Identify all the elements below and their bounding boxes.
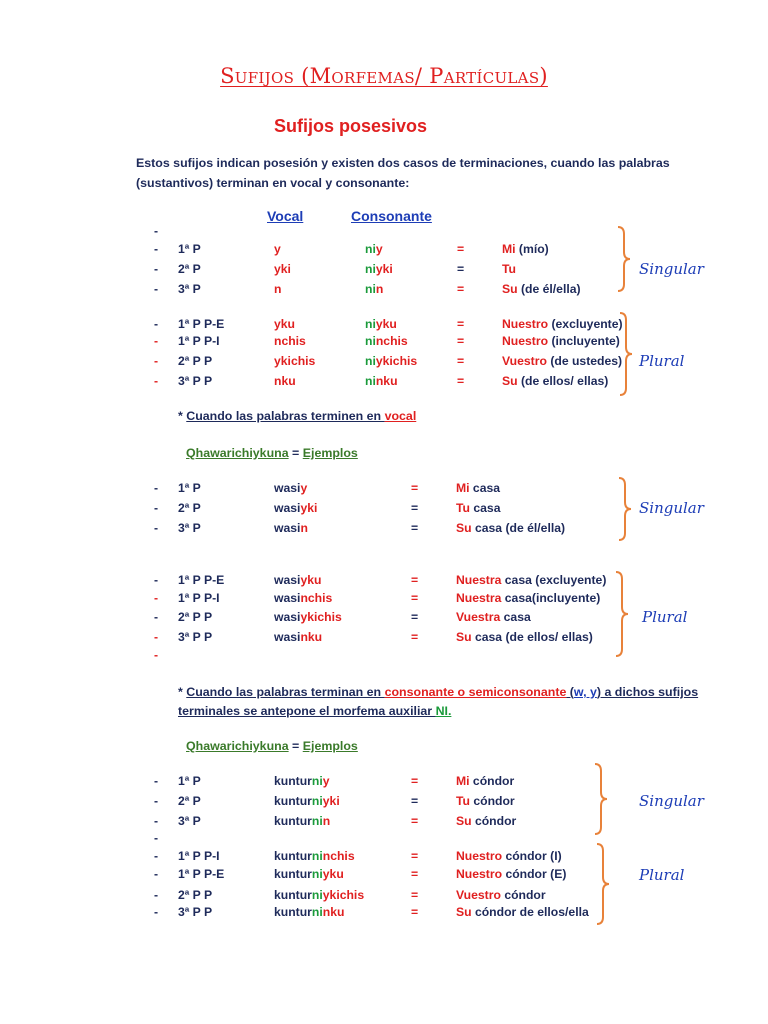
example-word: [274, 591, 332, 605]
ni-prefix: ni: [365, 282, 376, 296]
list-dash: -: [154, 354, 159, 368]
person-label: 2ª P: [178, 501, 201, 515]
note-highlight: consonante o semiconsonante: [384, 685, 567, 699]
ni-prefix: ni: [311, 794, 323, 808]
list-dash: -: [154, 521, 159, 535]
meaning: [456, 814, 516, 828]
empty-list-item: [0, 224, 768, 242]
example-word: [274, 774, 330, 788]
list-dash: -: [154, 317, 159, 331]
note-vocal: [178, 409, 416, 423]
equals-sign: =: [411, 591, 419, 605]
consonant-suffix: [365, 262, 393, 276]
page-title: Sufijos (Morfemas/ Partículas): [220, 64, 548, 88]
note-star: *: [178, 685, 187, 699]
examples-word: Qhawarichiykuna: [186, 446, 289, 460]
consonant-suffix: [365, 334, 408, 348]
suffix-ending: yki: [375, 262, 393, 276]
column-header-consonante: Consonante: [351, 208, 432, 224]
meaning-detail: cóndor: [500, 888, 546, 902]
meaning-detail: casa (de ellos/ ellas): [471, 630, 593, 644]
meaning-pronoun: Su: [502, 282, 518, 296]
equals-sign: =: [457, 282, 465, 296]
meaning: [456, 905, 589, 919]
list-dash: -: [154, 591, 159, 605]
list-dash: -: [154, 867, 159, 881]
word-suffix: n: [322, 814, 331, 828]
consonant-suffix: [365, 317, 397, 331]
meaning-pronoun: Su: [456, 905, 472, 919]
suffix-ending: y: [375, 242, 383, 256]
empty-list-item: [0, 831, 768, 849]
meaning-detail: (excluyente): [548, 317, 623, 331]
list-dash: -: [154, 501, 159, 515]
examples-eq: =: [288, 739, 303, 753]
meaning-detail: cóndor de ellos/ella: [471, 905, 589, 919]
example-word: [274, 573, 321, 587]
meaning-detail: cóndor (I): [502, 849, 562, 863]
ni-prefix: ni: [311, 814, 323, 828]
word-suffix: yki: [322, 794, 340, 808]
list-dash: -: [154, 334, 159, 348]
equals-sign: =: [411, 888, 419, 902]
meaning-pronoun: Vuestro: [502, 354, 547, 368]
meaning-detail: cóndor: [469, 774, 515, 788]
table-row: [0, 591, 768, 609]
person-label: 3ª P P: [178, 905, 213, 919]
meaning-pronoun: Mi: [502, 242, 516, 256]
meaning-detail: (de ustedes): [546, 354, 623, 368]
ni-prefix: ni: [365, 262, 376, 276]
word-suffix: nchis: [300, 591, 333, 605]
suffix-ending: nchis: [375, 334, 408, 348]
table-row: [0, 849, 768, 867]
word-suffix: nku: [322, 905, 345, 919]
empty-list-item: [0, 648, 768, 666]
meaning: [456, 481, 500, 495]
ni-prefix: ni: [311, 774, 323, 788]
meaning: [502, 262, 516, 276]
person-label: 1ª P: [178, 481, 201, 495]
plural-label: Plural: [642, 608, 688, 626]
word-stem: kuntur: [274, 905, 312, 919]
person-label: 1ª P: [178, 774, 201, 788]
word-stem: wasi: [274, 610, 301, 624]
examples-eq: =: [288, 446, 303, 460]
vocal-suffix: yki: [274, 262, 291, 276]
bracket-singular-2: [617, 477, 637, 541]
meaning: [456, 591, 600, 605]
vocal-suffix: y: [274, 242, 281, 256]
equals-sign: =: [411, 814, 419, 828]
meaning-pronoun: Su: [456, 630, 472, 644]
list-dash: -: [154, 481, 159, 495]
meaning: [502, 354, 622, 368]
meaning-pronoun: Nuestro: [456, 867, 503, 881]
equals-sign: =: [411, 501, 419, 515]
list-dash: -: [154, 794, 159, 808]
word-suffix: nku: [300, 630, 323, 644]
vocal-suffix: nchis: [274, 334, 306, 348]
person-label: 2ª P: [178, 262, 201, 276]
word-stem: wasi: [274, 501, 301, 515]
equals-sign: =: [457, 334, 465, 348]
consonant-suffix: [365, 354, 417, 368]
table-row: [0, 905, 768, 923]
meaning: [456, 867, 566, 881]
equals-sign: =: [457, 354, 465, 368]
meaning-pronoun: Tu: [456, 794, 470, 808]
equals-sign: =: [411, 521, 419, 535]
meaning-detail: cóndor (E): [502, 867, 567, 881]
word-suffix: ykichis: [322, 888, 365, 902]
person-label: 1ª P: [178, 242, 201, 256]
meaning: [456, 521, 565, 535]
list-dash: -: [154, 262, 159, 276]
meaning-detail: (de él/ella): [517, 282, 581, 296]
list-dash: -: [154, 610, 159, 624]
example-word: [274, 849, 355, 863]
bracket-plural-1: [618, 312, 638, 396]
word-stem: kuntur: [274, 774, 312, 788]
meaning-pronoun: Mi: [456, 481, 470, 495]
equals-sign: =: [411, 610, 419, 624]
meaning-detail: casa (excluyente): [501, 573, 607, 587]
list-dash: -: [154, 814, 159, 828]
meaning-detail: cóndor: [469, 794, 515, 808]
vocal-suffix: yku: [274, 317, 296, 331]
equals-sign: =: [411, 573, 419, 587]
note-highlight: w, y: [573, 685, 597, 699]
examples-heading-vocal: [186, 446, 358, 460]
table-row: [0, 814, 768, 832]
table-row: [0, 521, 768, 539]
meaning-pronoun: Vuestra: [456, 610, 501, 624]
singular-label: Singular: [639, 499, 704, 517]
meaning-pronoun: Nuestro: [502, 334, 549, 348]
word-suffix: nchis: [322, 849, 355, 863]
example-word: [274, 867, 344, 881]
examples-translation: Ejemplos: [302, 446, 358, 460]
word-suffix: n: [300, 521, 308, 535]
examples-translation: Ejemplos: [302, 739, 358, 753]
ni-prefix: ni: [311, 905, 323, 919]
list-dash: -: [154, 849, 159, 863]
plural-label: Plural: [639, 352, 685, 370]
ni-prefix: ni: [365, 317, 376, 331]
example-word: [274, 888, 364, 902]
meaning: [502, 334, 620, 348]
bracket-singular-3: [593, 763, 613, 835]
meaning-pronoun: Nuestra: [456, 573, 502, 587]
person-label: 3ª P: [178, 521, 201, 535]
list-dash: -: [154, 905, 159, 919]
plural-label: Plural: [639, 866, 685, 884]
section-subtitle: Sufijos posesivos: [274, 116, 428, 136]
vocal-suffix: nku: [274, 374, 296, 388]
equals-sign: =: [411, 905, 419, 919]
bracket-singular-1: [616, 226, 636, 292]
suffix-ending: ykichis: [375, 354, 418, 368]
note-highlight: NI.: [435, 704, 452, 718]
note-text: Cuando las palabras terminan en: [186, 685, 385, 699]
word-suffix: y: [322, 774, 330, 788]
ni-prefix: ni: [311, 849, 323, 863]
meaning-pronoun: Su: [456, 814, 472, 828]
ni-prefix: ni: [365, 242, 376, 256]
ni-prefix: ni: [311, 867, 323, 881]
word-stem: wasi: [274, 481, 301, 495]
meaning: [502, 282, 581, 296]
word-stem: wasi: [274, 573, 301, 587]
word-stem: wasi: [274, 630, 301, 644]
example-word: [274, 521, 308, 535]
meaning-pronoun: Tu: [502, 262, 516, 276]
note-text: Cuando las palabras terminen en: [186, 409, 385, 423]
examples-heading-consonante: [186, 739, 358, 753]
list-dash: -: [154, 282, 159, 296]
table-row: [0, 888, 768, 906]
person-label: 2ª P P: [178, 610, 213, 624]
word-stem: kuntur: [274, 794, 312, 808]
list-dash: -: [154, 831, 159, 845]
meaning: [456, 774, 514, 788]
singular-label: Singular: [639, 260, 704, 278]
word-suffix: ykichis: [300, 610, 342, 624]
meaning: [456, 573, 606, 587]
equals-sign: =: [411, 849, 419, 863]
equals-sign: =: [411, 867, 419, 881]
meaning: [502, 374, 608, 388]
consonant-suffix: [365, 282, 383, 296]
examples-word: Qhawarichiykuna: [186, 739, 289, 753]
table-row: [0, 317, 768, 335]
list-dash: -: [154, 224, 159, 238]
meaning-detail: casa: [469, 501, 501, 515]
table-row: [0, 630, 768, 648]
word-suffix: yki: [300, 501, 318, 515]
note-consonante: * Cuando las palabras terminan en consonante o semiconsonante (w, y) a dichos sufijos terminales se antepone el morfema auxiliar NI.: [178, 685, 699, 718]
meaning-detail: casa (de él/ella): [471, 521, 566, 535]
list-dash: -: [154, 774, 159, 788]
person-label: 3ª P: [178, 814, 201, 828]
list-dash: -: [154, 573, 159, 587]
meaning-pronoun: Tu: [456, 501, 470, 515]
vocal-suffix: ykichis: [274, 354, 316, 368]
note-star: *: [178, 409, 187, 423]
table-row: [0, 242, 768, 260]
meaning-detail: casa(incluyente): [501, 591, 601, 605]
suffix-ending: yku: [375, 317, 397, 331]
suffix-ending: nku: [375, 374, 398, 388]
example-word: [274, 814, 330, 828]
meaning-pronoun: Vuestro: [456, 888, 501, 902]
intro-paragraph: Estos sufijos indican posesión y existen dos casos de terminaciones, cuando las palabras (sustantivos) terminan en vocal y consonante:: [136, 156, 670, 190]
person-label: 1ª P P-E: [178, 867, 225, 881]
person-label: 1ª P P-I: [178, 334, 220, 348]
meaning-detail: cóndor: [471, 814, 517, 828]
person-label: 1ª P P-E: [178, 317, 225, 331]
meaning-pronoun: Mi: [456, 774, 470, 788]
table-row: [0, 573, 768, 591]
example-word: [274, 630, 322, 644]
meaning-detail: (de ellos/ ellas): [517, 374, 609, 388]
meaning-detail: (mío): [515, 242, 549, 256]
meaning-pronoun: Nuestra: [456, 591, 502, 605]
equals-sign: =: [411, 774, 419, 788]
equals-sign: =: [457, 374, 465, 388]
word-stem: kuntur: [274, 849, 312, 863]
meaning-detail: (incluyente): [548, 334, 620, 348]
list-dash: -: [154, 374, 159, 388]
equals-sign: =: [411, 481, 419, 495]
consonant-suffix: [365, 242, 383, 256]
bracket-plural-3: [595, 843, 615, 925]
table-row: [0, 374, 768, 392]
meaning: [456, 610, 531, 624]
example-word: [274, 501, 317, 515]
table-row: [0, 334, 768, 352]
word-suffix: yku: [322, 867, 344, 881]
person-label: 1ª P P-I: [178, 849, 220, 863]
equals-sign: =: [457, 242, 465, 256]
person-label: 3ª P P: [178, 374, 213, 388]
ni-prefix: ni: [365, 334, 376, 348]
ni-prefix: ni: [365, 374, 376, 388]
meaning: [456, 888, 546, 902]
person-label: 3ª P P: [178, 630, 213, 644]
person-label: 2ª P: [178, 794, 201, 808]
person-label: 2ª P P: [178, 888, 213, 902]
person-label: 3ª P: [178, 282, 201, 296]
note-highlight: vocal: [384, 409, 417, 423]
meaning-detail: casa: [469, 481, 501, 495]
person-label: 2ª P P: [178, 354, 213, 368]
person-label: 1ª P P-E: [178, 573, 225, 587]
equals-sign: =: [457, 262, 465, 276]
table-row: [0, 481, 768, 499]
list-dash: -: [154, 888, 159, 902]
word-suffix: y: [300, 481, 308, 495]
meaning: [502, 242, 549, 256]
meaning-detail: casa: [500, 610, 531, 624]
ni-prefix: ni: [311, 888, 323, 902]
bracket-plural-2: [614, 571, 634, 657]
word-stem: kuntur: [274, 888, 312, 902]
meaning: [456, 501, 500, 515]
list-dash: -: [154, 630, 159, 644]
example-word: [274, 610, 342, 624]
example-word: [274, 794, 340, 808]
table-row: [0, 282, 768, 300]
meaning-pronoun: Su: [502, 374, 518, 388]
word-stem: wasi: [274, 591, 301, 605]
word-suffix: yku: [300, 573, 322, 587]
meaning: [502, 317, 623, 331]
list-dash: -: [154, 648, 159, 662]
word-stem: wasi: [274, 521, 301, 535]
singular-label: Singular: [639, 792, 704, 810]
example-word: [274, 905, 344, 919]
list-dash: -: [154, 242, 159, 256]
meaning-pronoun: Nuestro: [456, 849, 503, 863]
ni-prefix: ni: [365, 354, 376, 368]
table-row: [0, 774, 768, 792]
column-header-vocal: Vocal: [267, 208, 304, 224]
equals-sign: =: [411, 630, 419, 644]
meaning-pronoun: Su: [456, 521, 472, 535]
example-word: [274, 481, 307, 495]
vocal-suffix: n: [274, 282, 282, 296]
equals-sign: =: [411, 794, 419, 808]
meaning: [456, 849, 562, 863]
person-label: 1ª P P-I: [178, 591, 220, 605]
equals-sign: =: [457, 317, 465, 331]
word-stem: kuntur: [274, 814, 312, 828]
suffix-ending: n: [375, 282, 384, 296]
word-stem: kuntur: [274, 867, 312, 881]
consonant-suffix: [365, 374, 398, 388]
meaning: [456, 794, 515, 808]
meaning-pronoun: Nuestro: [502, 317, 549, 331]
meaning: [456, 630, 593, 644]
